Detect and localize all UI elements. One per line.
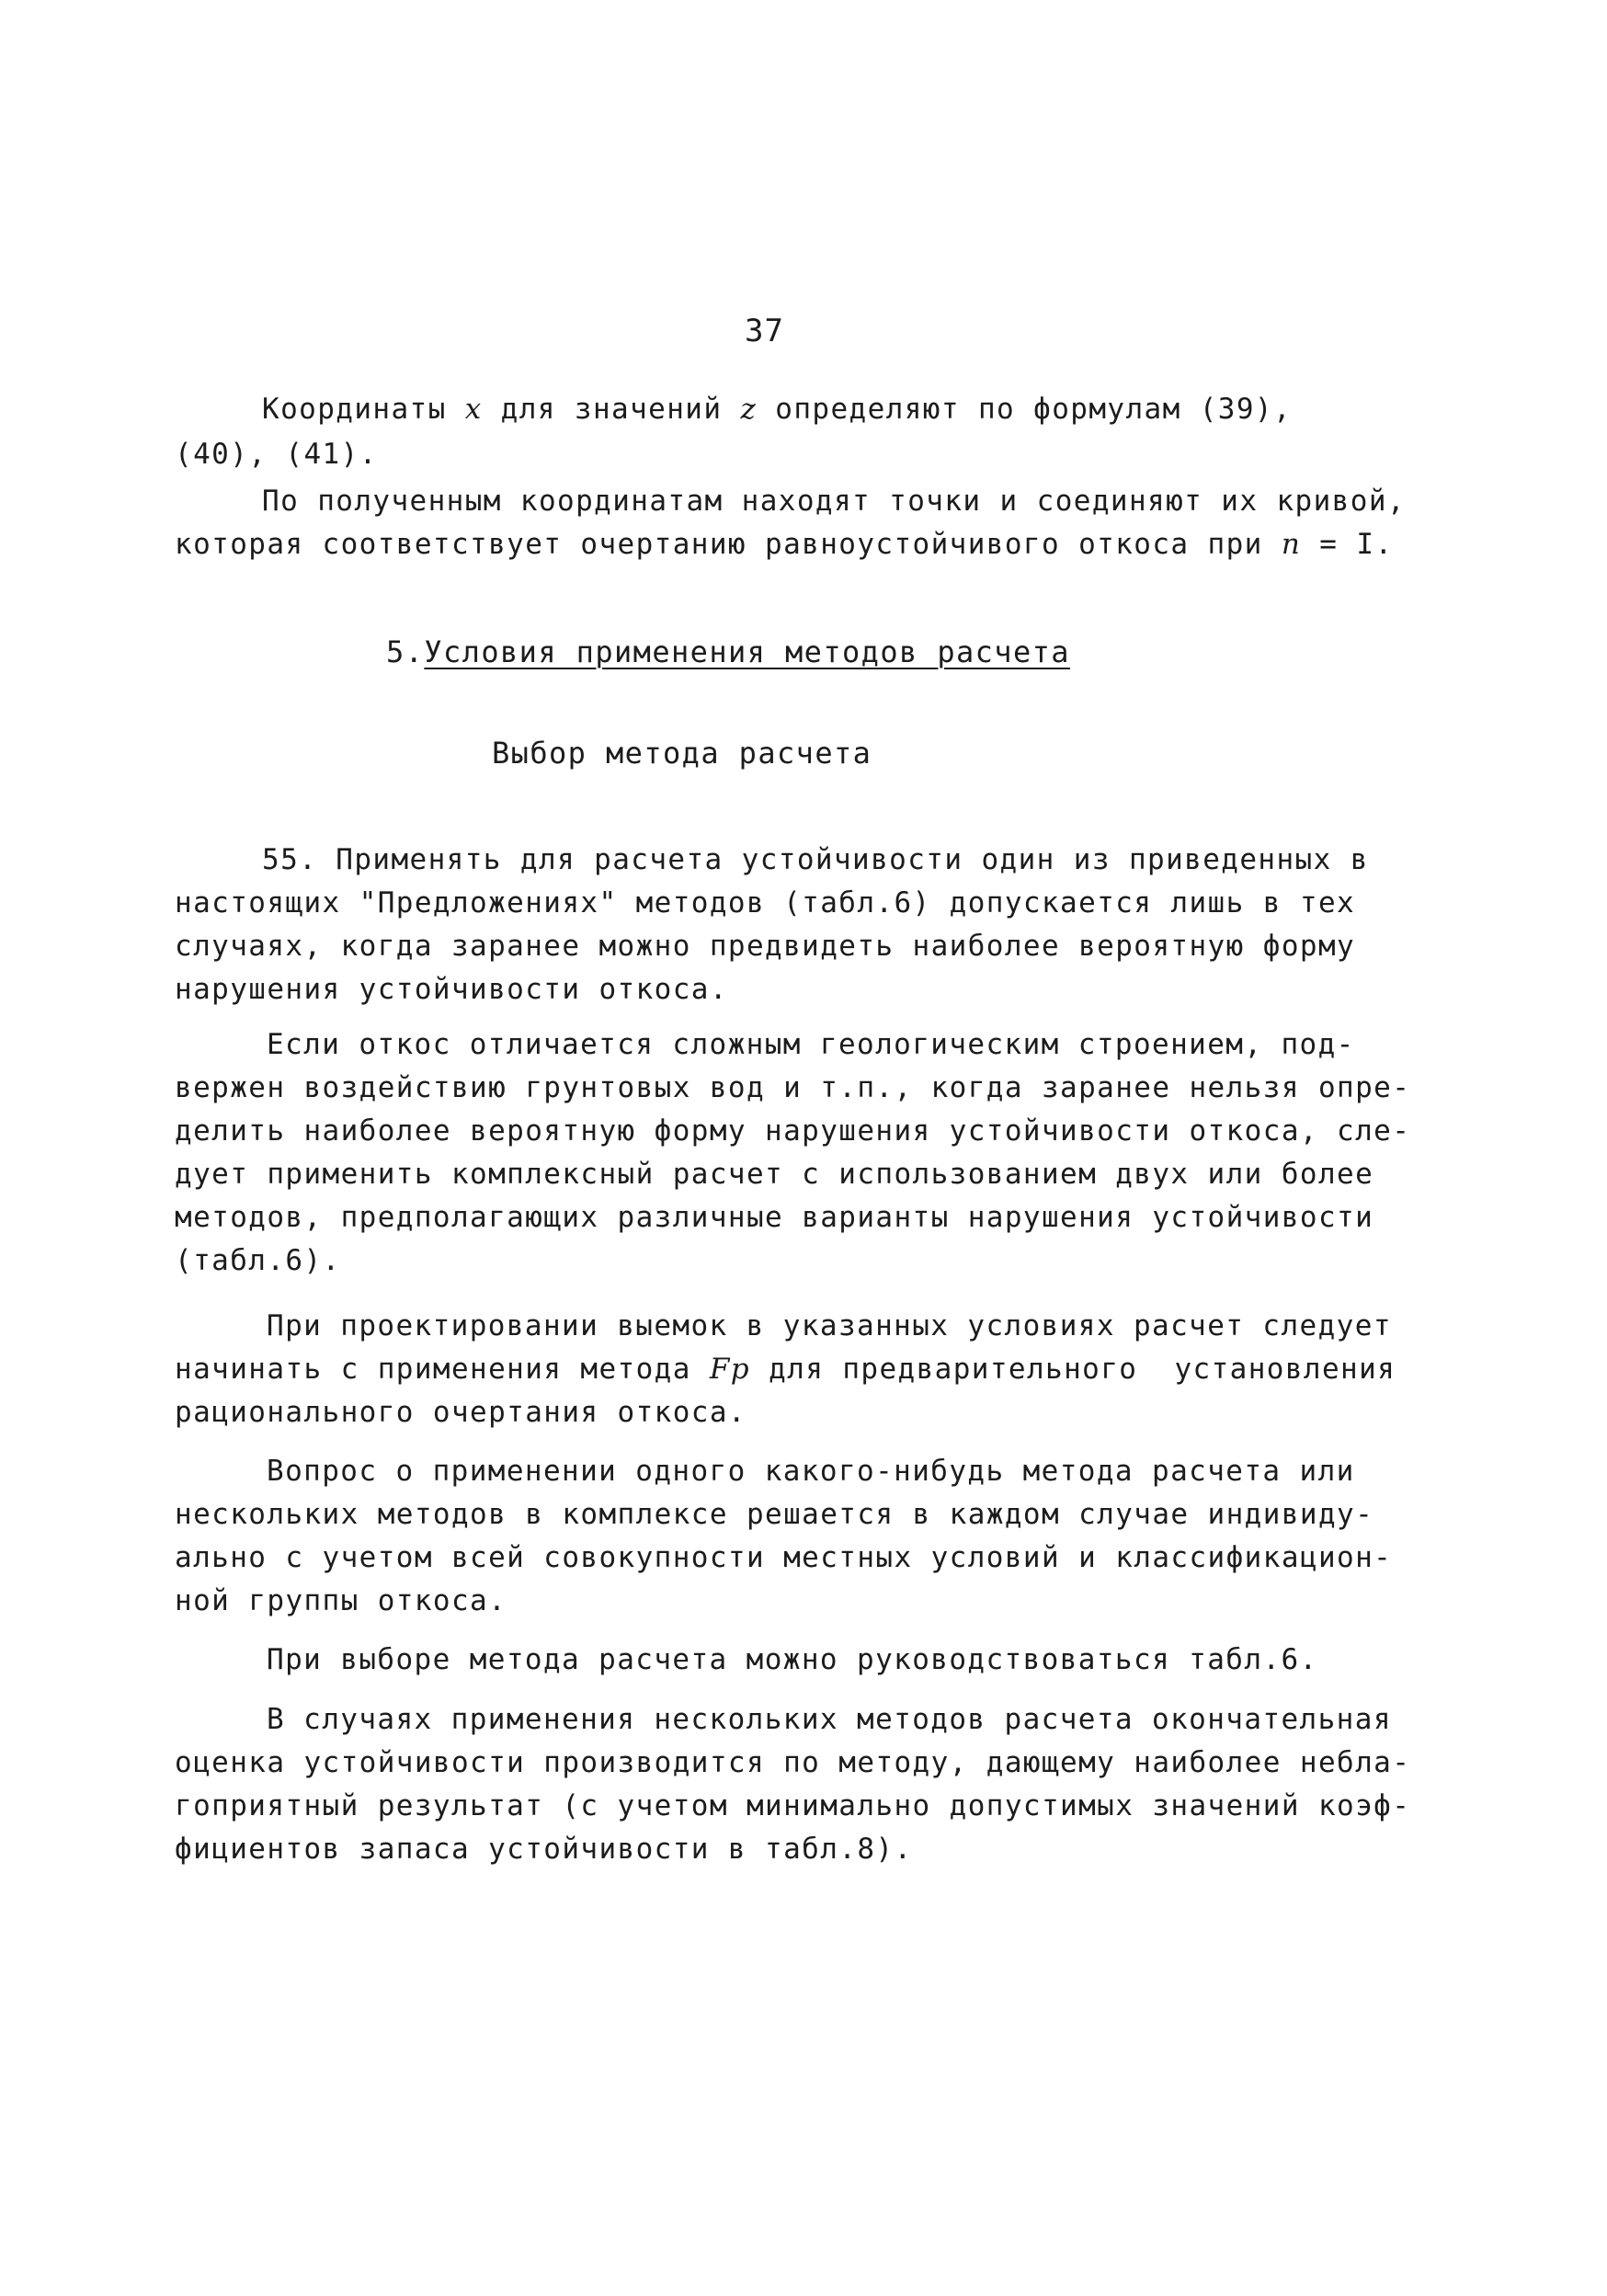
paragraph-2-line: Если откос отличается сложным геологическим строением, под- (267, 1028, 1355, 1061)
variable-x: x (464, 393, 483, 426)
paragraph-2-line: методов, предполагающих различные варианты нарушения устойчивости (175, 1201, 1374, 1234)
paragraph-2-line: делить наиболее вероятную форму нарушения устойчивости откоса, сле- (175, 1114, 1411, 1148)
intro-line-2: (40), (41). (175, 438, 378, 471)
intro-line-3: По полученным координатам находят точки и соединяют их кривой, (262, 485, 1406, 518)
paragraph-55-line: нарушения устойчивости откоса. (175, 973, 728, 1006)
section-subtitle: Выбор метода расчета (492, 736, 872, 771)
paragraph-6-line: В случаях применения нескольких методов расчета окончательная (267, 1703, 1392, 1736)
paragraph-55-line: настоящих "Предложениях" методов (табл.6) допускается лишь в тех (175, 886, 1356, 920)
paragraph-6-line: гоприятный результат (с учетом минимально допустимых значений коэф- (175, 1789, 1411, 1822)
intro-line-4: которая соответствует очертанию равноустойчивого откоса при n = I. (175, 528, 1394, 561)
paragraph-5-line: При выборе метода расчета можно руководствоваться табл.6. (267, 1643, 1318, 1676)
paragraph-3-line-3: рационального очертания откоса. (175, 1396, 747, 1429)
paragraph-2-line: дует применить комплексный расчет с использованием двух или более (175, 1158, 1374, 1191)
page-number: 37 (745, 313, 784, 349)
paragraph-6-line: фициентов запаса устойчивости в табл.8). (175, 1833, 913, 1866)
paragraph-4-line: Вопрос о применении одного какого-нибудь метода расчета или (267, 1455, 1355, 1488)
paragraph-55-line: 55. Применять для расчета устойчивости один из приведенных в (262, 843, 1369, 876)
paragraph-6-line: оценка устойчивости производится по методу, дающему наиболее небла- (175, 1746, 1411, 1779)
paragraph-55-line: случаях, когда заранее можно предвидеть наиболее вероятную форму (175, 930, 1356, 963)
intro-line-1: Координаты x для значений z определяют по формулам (39), (262, 393, 1293, 426)
paragraph-4-line: ной группы откоса. (175, 1584, 507, 1617)
section-number: 5. (386, 634, 425, 669)
variable-z: z (740, 393, 758, 426)
section-heading (386, 634, 1070, 669)
section-title: Условия применения методов расчета (424, 634, 1070, 669)
paragraph-2-line: вержен воздействию грунтовых вод и т.п., когда заранее нельзя опре- (175, 1071, 1411, 1104)
paragraph-3-line-2: начинать с применения метода Fp для предварительного установления (175, 1353, 1396, 1386)
paragraph-2-line: (табл.6). (175, 1244, 341, 1277)
paragraph-4-line: нескольких методов в комплексе решается в каждом случае индивиду- (175, 1498, 1374, 1531)
paragraph-4-line: ально с учетом всей совокупности местных условий и классификацион- (175, 1541, 1393, 1574)
paragraph-3-line-1: При проектировании выемок в указанных условиях расчет следует (267, 1309, 1392, 1342)
method-symbol: Fp (709, 1353, 750, 1386)
variable-n: n (1281, 528, 1302, 561)
